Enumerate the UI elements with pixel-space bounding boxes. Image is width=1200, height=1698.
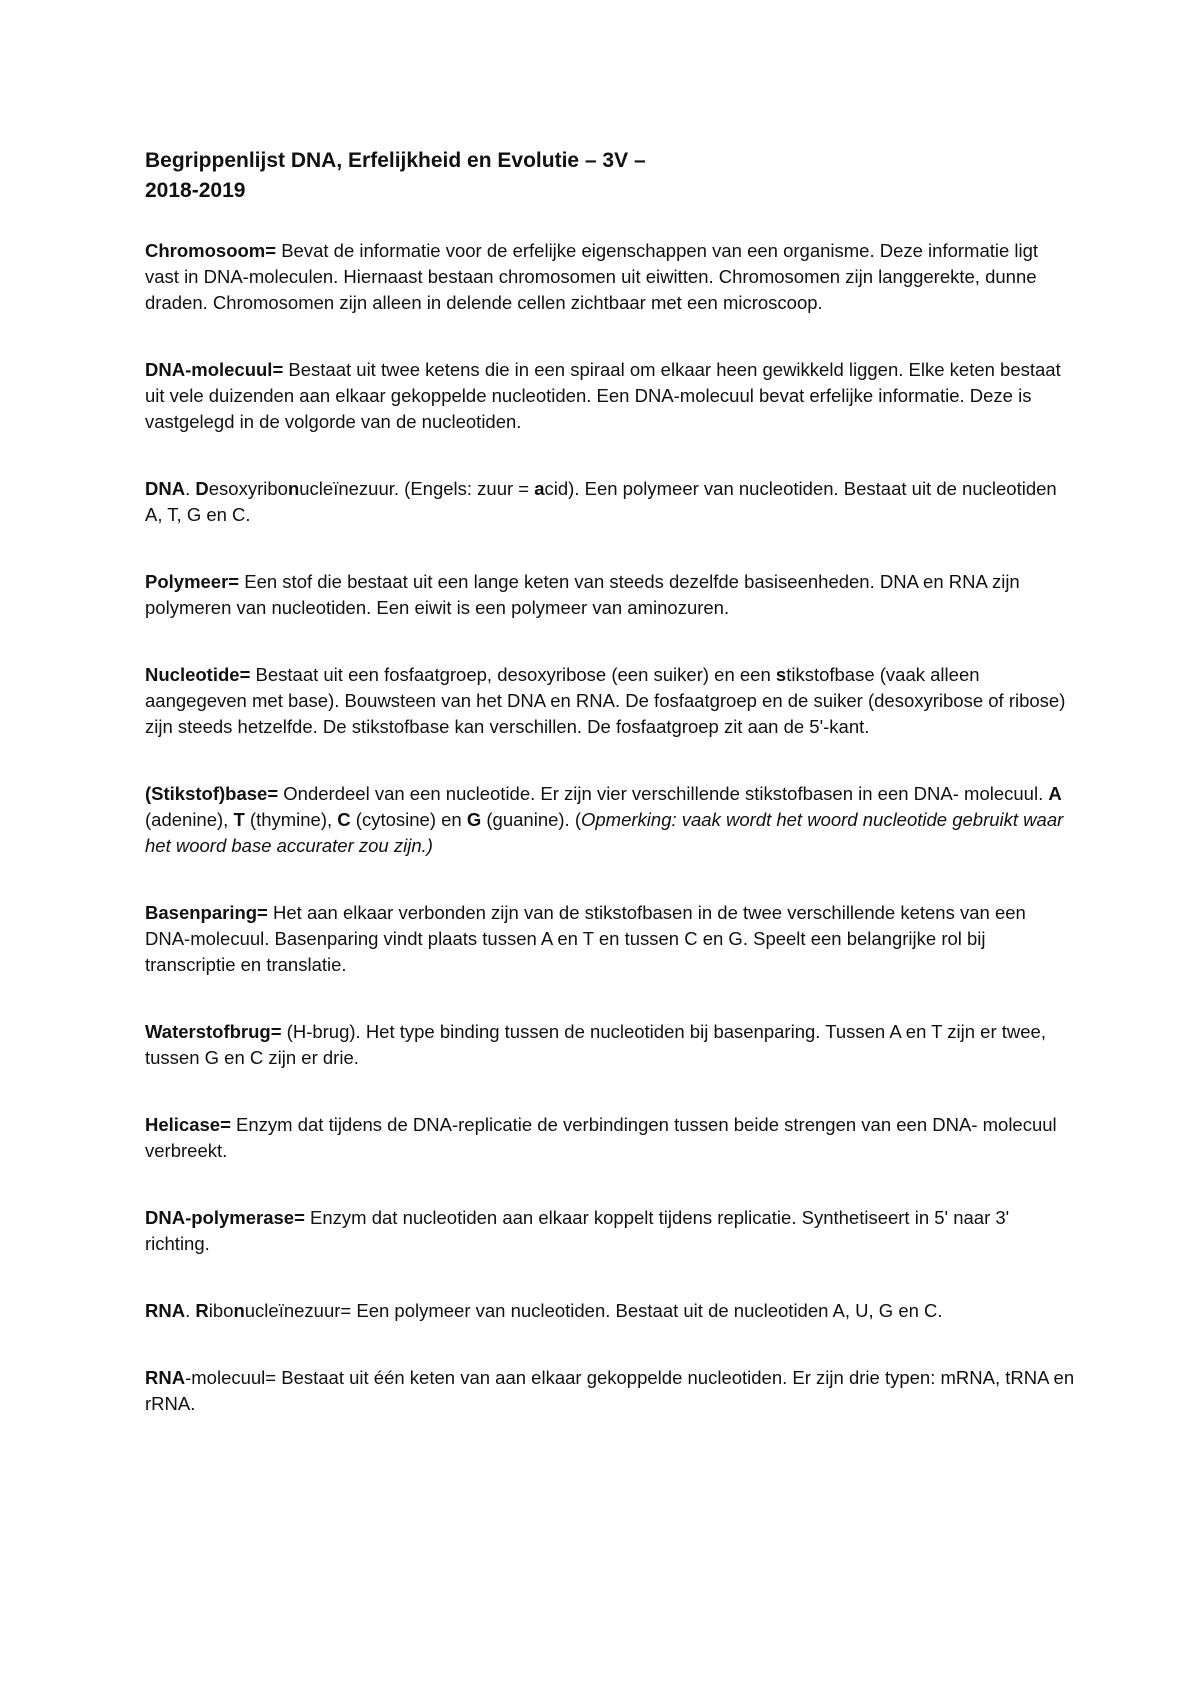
entry-acronym-letter: D	[195, 478, 209, 499]
entry-definition-part: .	[185, 478, 196, 499]
entry-dna-polymerase	[145, 1205, 1075, 1257]
entry-definition-part: (guanine). (	[481, 809, 581, 830]
entry-definition-part: ibo	[208, 1300, 234, 1321]
entry-term: DNA-polymerase=	[145, 1207, 305, 1228]
entry-paragraph	[145, 357, 1075, 435]
entry-definition-part: (thymine),	[244, 809, 338, 830]
entry-term: Basenparing=	[145, 902, 268, 923]
entry-term: DNA	[145, 478, 186, 499]
entry-term: Waterstofbrug=	[145, 1021, 282, 1042]
entry-term: Helicase=	[145, 1114, 231, 1135]
entry-definition-part: ucleïnezuur= Een polymeer van nucleotiden. Bestaat uit de nucleotiden A, U, G en C.	[244, 1300, 943, 1321]
entry-definition-part: (adenine),	[145, 809, 234, 830]
base-letter-c: C	[337, 809, 351, 830]
entry-paragraph	[145, 238, 1075, 316]
entry-paragraph	[145, 1019, 1075, 1071]
entry-definition: Enzym dat nucleotiden aan elkaar koppelt tijdens replicatie. Synthetiseert in 5' naar 3' richting.	[145, 1207, 1010, 1254]
entry-definition-part: Onderdeel van een nucleotide. Er zijn vier verschillende stikstofbasen in een DNA- molecuul.	[278, 783, 1049, 804]
title-line-2: 2018-2019	[145, 179, 246, 202]
entry-rna-molecuul	[145, 1365, 1075, 1417]
entry-dna-molecuul	[145, 357, 1075, 435]
entry-definition: Bestaat uit twee ketens die in een spiraal om elkaar heen gewikkeld liggen. Elke keten bestaat uit vele duizenden aan elkaar gekoppelde nucleotiden. Een DNA-molecuul bevat erfelijke informatie. Deze is vastgelegd in de volgorde van de nucleotiden.	[145, 359, 1061, 432]
base-letter-a: A	[1048, 783, 1062, 804]
entry-paragraph	[145, 1205, 1075, 1257]
entry-definition: Enzym dat tijdens de DNA-replicatie de verbindingen tussen beide strengen van een DNA- molecuul verbreekt.	[145, 1114, 1057, 1161]
entry-paragraph	[145, 569, 1075, 621]
base-letter-g: G	[466, 809, 482, 830]
entry-term: RNA	[145, 1367, 186, 1388]
entry-nucleotide	[145, 662, 1075, 740]
entry-stikstofbase	[145, 781, 1075, 859]
entry-term: RNA	[145, 1300, 186, 1321]
entry-paragraph	[145, 476, 1075, 528]
entry-paragraph	[145, 781, 1075, 859]
entry-term: Nucleotide=	[145, 664, 251, 685]
entry-definition: Een stof die bestaat uit een lange keten van steeds dezelfde basiseenheden. DNA en RNA zijn polymeren van nucleotiden. Een eiwit is een polymeer van aminozuren.	[145, 571, 1020, 618]
entry-acronym-letter: a	[534, 478, 545, 499]
entry-definition-part: tikstofbase (vaak alleen aangegeven met base). Bouwsteen van het DNA en RNA. De fosfaatgroep en de suiker (desoxyribose of ribose) zijn steeds hetzelfde. De stikstofbase kan verschillen. De fosfaatgroep zit aan de 5'-kant.	[145, 664, 1066, 737]
entry-definition: Het aan elkaar verbonden zijn van de stikstofbasen in de twee verschillende ketens van een DNA-molecuul. Basenparing vindt plaats tussen A en T en tussen C en G. Speelt een belangrijke rol bij transcriptie en translatie.	[145, 902, 1026, 975]
entry-chromosoom	[145, 238, 1075, 316]
entry-definition-part: cid). Een polymeer van nucleotiden. Bestaat uit de nucleotiden A, T, G en C.	[145, 478, 1057, 525]
entry-acronym-letter: n	[287, 478, 300, 499]
document-title	[145, 146, 1075, 206]
entry-definition-part: esoxyribo	[208, 478, 288, 499]
entry-paragraph	[145, 1298, 1075, 1324]
entry-definition-part: (cytosine) en	[350, 809, 467, 830]
document-page	[145, 146, 1075, 1458]
entry-highlight-letter: s	[775, 664, 787, 685]
entry-paragraph	[145, 1112, 1075, 1164]
entry-term: (Stikstof)base=	[145, 783, 279, 804]
entry-term: Chromosoom=	[145, 240, 277, 261]
entry-rna	[145, 1298, 1075, 1324]
entry-definition-part: .	[185, 1300, 196, 1321]
entry-remark: Opmerking: vaak wordt het woord nucleotide gebruikt waar het woord base accurater zou zijn.)	[145, 809, 1064, 856]
entry-definition: -molecuul= Bestaat uit één keten van aan elkaar gekoppelde nucleotiden. Er zijn drie typen: mRNA, tRNA en rRNA.	[145, 1367, 1075, 1414]
entry-helicase	[145, 1112, 1075, 1164]
entry-paragraph	[145, 1365, 1075, 1417]
title-line-1: Begrippenlijst DNA, Erfelijkheid en Evolutie – 3V –	[145, 149, 646, 172]
entry-definition: Bevat de informatie voor de erfelijke eigenschappen van een organisme. Deze informatie ligt vast in DNA-moleculen. Hiernaast bestaan chromosomen uit eiwitten. Chromosomen zijn langgerekte, dunne draden. Chromosomen zijn alleen in delende cellen zichtbaar met een microscoop.	[145, 240, 1039, 313]
entry-paragraph	[145, 900, 1075, 978]
entry-definition-part: ucleïnezuur. (Engels: zuur =	[299, 478, 535, 499]
entry-basenparing	[145, 900, 1075, 978]
entry-dna	[145, 476, 1075, 528]
entry-acronym-letter: n	[233, 1300, 245, 1321]
entry-polymeer	[145, 569, 1075, 621]
entry-term: DNA-molecuul=	[145, 359, 284, 380]
base-letter-t: T	[233, 809, 245, 830]
entry-definition-part: Bestaat uit een fosfaatgroep, desoxyribose (een suiker) en een	[250, 664, 776, 685]
entry-term: Polymeer=	[145, 571, 240, 592]
entry-paragraph	[145, 662, 1075, 740]
entry-acronym-letter: R	[195, 1300, 209, 1321]
entry-waterstofbrug	[145, 1019, 1075, 1071]
entry-definition: (H-brug). Het type binding tussen de nucleotiden bij basenparing. Tussen A en T zijn er twee, tussen G en C zijn er drie.	[145, 1021, 1046, 1068]
